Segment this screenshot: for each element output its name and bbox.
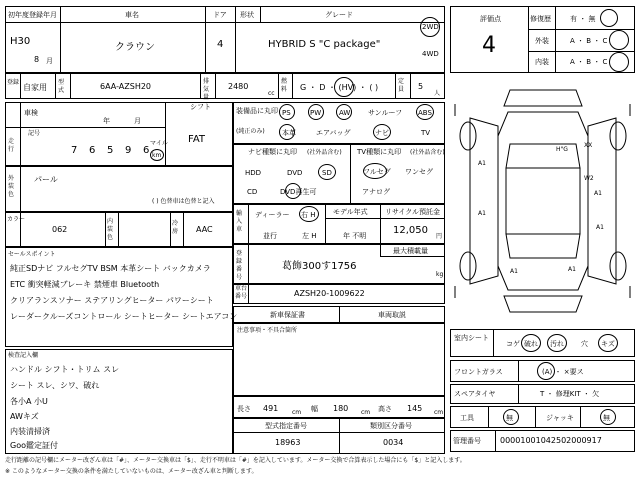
- grade: HYBRID S "C package": [268, 39, 381, 50]
- capacity: 5: [418, 82, 424, 91]
- notes-label: 注意事項・不具合箇所: [237, 327, 298, 334]
- exterior-value: A ・ B ・ C: [570, 37, 608, 45]
- equip-abs: ABS: [418, 109, 432, 117]
- model-label: 型式: [58, 79, 65, 94]
- aircon: AAC: [196, 225, 213, 234]
- car-outline-svg: [450, 76, 635, 326]
- exterior-c-circle: [609, 30, 629, 50]
- wheel-fl: [460, 122, 476, 150]
- digits-label: 記号: [28, 130, 41, 137]
- diagram-mark-6: A1: [594, 190, 602, 197]
- inspector-line-2: シート スレ、シワ、破れ: [10, 381, 100, 390]
- mileage-unit-mile: マイル: [150, 140, 168, 147]
- diagram-mark-3: A1: [510, 268, 518, 275]
- width-label: 幅: [311, 405, 318, 413]
- diagram-mark-9: H"G: [556, 146, 568, 153]
- import-parallel: 並行: [263, 232, 277, 240]
- equip-leather: 本革: [282, 129, 296, 137]
- diagram-mark-2: A1: [478, 210, 486, 217]
- score: 4: [482, 33, 496, 58]
- inspector-line-1: ハンドル シフト・トリム スレ: [10, 365, 120, 374]
- color-note: ( ) 色替車は色替と記入: [152, 198, 215, 205]
- equip-navi: ナビ: [375, 129, 389, 137]
- mgmt-no: 00001001042502000917: [500, 436, 602, 445]
- width-unit: cm: [361, 409, 371, 416]
- exterior-label: 外装: [535, 37, 549, 45]
- capacity-unit: 人: [434, 90, 441, 97]
- interior-label: 内装: [535, 58, 549, 66]
- inspector-label: 検査記入欄: [8, 352, 39, 359]
- model-year-label: モデル年式: [333, 208, 368, 216]
- repair-label: 修復歴: [530, 15, 551, 23]
- height: 145: [407, 404, 423, 413]
- door-label: ドア: [213, 11, 227, 19]
- grade-label: グレード: [325, 11, 353, 19]
- wheel-fr: [610, 122, 626, 150]
- front-bumper: [504, 90, 582, 106]
- color-value: パール: [34, 175, 58, 184]
- car-body: [498, 112, 588, 290]
- left-side: [470, 118, 498, 284]
- type-cert: 18963: [275, 438, 301, 447]
- fuel-label: 燃料: [281, 78, 288, 93]
- shape-label: 形状: [240, 11, 254, 19]
- repair-value: 有 ・ 無: [570, 15, 596, 23]
- model: 6AA-AZSH20: [100, 82, 152, 91]
- tools-value: 無: [506, 414, 513, 422]
- interior-c-circle: [609, 52, 629, 72]
- navi-subtitle: (社外品含む): [307, 149, 342, 156]
- fuel-options: G ・ D ・ (HV) ・ ( ): [300, 83, 379, 92]
- chassis-label: 車台番号: [235, 285, 248, 300]
- car-name-label: 車名: [125, 11, 139, 19]
- color-code-label: カラー: [7, 216, 26, 223]
- recycle-value: 12,050: [393, 225, 428, 236]
- load-unit: kg: [436, 271, 444, 278]
- tools-label: 工具: [460, 414, 474, 422]
- seat-tear: 破れ: [524, 340, 538, 348]
- inspection-year: 年: [103, 117, 110, 125]
- equip-aw: AW: [339, 109, 351, 117]
- tv-analog: アナログ: [362, 188, 390, 196]
- travel-label: 走行: [8, 138, 15, 153]
- diagram-mark-7: W2: [584, 175, 594, 182]
- aircon-label: 冷房: [172, 220, 179, 235]
- warranty-new-car: 新車保証書: [270, 311, 305, 319]
- inspector-line-6: Goo鑑定証付: [10, 441, 58, 450]
- seat-dirt: 汚れ: [550, 340, 564, 348]
- inspection-label: 車検: [24, 109, 38, 117]
- equipment-title: 装備品に丸印: [236, 107, 278, 115]
- jack-value: 無: [603, 414, 610, 422]
- front-glass-value: (A) ・ ×要ス: [542, 368, 584, 376]
- mileage-digit-4: 9: [125, 145, 132, 156]
- navi-title: ナビ種類に丸印: [248, 148, 297, 156]
- wheel-rl: [460, 252, 476, 280]
- inspector-line-5: 内装清掃済: [10, 427, 50, 436]
- length-unit: cm: [292, 409, 302, 416]
- navi-dvdplay: DVD再生可: [280, 188, 317, 196]
- cc-unit: cc: [268, 90, 275, 97]
- doors: 4: [217, 39, 224, 50]
- reg-no-label: 登録番号: [236, 250, 243, 281]
- inspector-line-4: AWキズ: [10, 412, 39, 421]
- type-cert-label: 型式指定番号: [265, 422, 307, 430]
- capacity-label: 定員: [398, 78, 405, 93]
- navi-sd: SD: [322, 169, 332, 177]
- first-reg-month: 8: [34, 55, 40, 64]
- width: 180: [333, 404, 349, 413]
- equip-sunroof: サンルーフ: [368, 109, 403, 117]
- footer-line-1: 走行距離の記号欄にメーター改ざん車は「#」、メーター交換車は「$」、走行不明車は「#」を記入しています。メーター交換で合算表示した場合にも「$」と記入します。: [5, 457, 466, 464]
- first-reg-era: H30: [10, 36, 31, 47]
- seat-label: 室内シート: [454, 334, 489, 342]
- sales-points-label: セールスポイント: [8, 251, 56, 258]
- spare-value: T ・ 修理KIT ・ 欠: [540, 390, 600, 398]
- usage: 自家用: [23, 83, 47, 92]
- equip-tv: TV: [421, 129, 431, 137]
- length: 491: [263, 404, 279, 413]
- equip-airbag: エアバッグ: [316, 129, 351, 137]
- shift-label: シフト: [190, 103, 211, 111]
- mileage-digit-5: 6: [143, 145, 150, 156]
- row2-box: [5, 73, 445, 99]
- import-dealer: ディーラー: [255, 211, 290, 219]
- mileage-digit-2: 6: [89, 145, 96, 156]
- mileage-unit-km: km: [152, 152, 162, 159]
- navi-cd: CD: [247, 188, 258, 196]
- chassis-no: AZSH20-1009622: [294, 289, 365, 298]
- tv-oneseg: ワンセグ: [405, 168, 433, 176]
- diagram-mark-4: A1: [568, 266, 576, 273]
- usage-label: 登録: [7, 79, 20, 86]
- seat-hole: 穴: [581, 340, 588, 348]
- shift-value: FAT: [188, 134, 206, 145]
- seat-scratch: キズ: [601, 340, 615, 348]
- warranty-manual: 車両取説: [378, 311, 406, 319]
- rear-bumper: [504, 296, 582, 312]
- car-diagram: [450, 76, 635, 326]
- score-label: 評価点: [480, 15, 501, 23]
- reg-no: 葛飾300す1756: [282, 261, 357, 272]
- first-reg-month-unit: 月: [46, 57, 53, 65]
- seat-burn: コゲ: [506, 340, 520, 348]
- model-year-value: 年 不明: [343, 232, 367, 240]
- equip-ps: PS: [282, 109, 291, 117]
- displacement: 2480: [228, 82, 249, 91]
- diagram-mark-8: XX: [584, 142, 593, 149]
- corner-brackets: [455, 104, 630, 298]
- import-label: 輸入車: [236, 210, 243, 233]
- inspection-month: 月: [134, 117, 141, 125]
- import-right-h: 右 H: [301, 211, 316, 219]
- navi-hdd: HDD: [245, 169, 262, 177]
- sales-point-line-3: クリアランスソナー ステアリングヒーター パワーシート: [10, 296, 214, 305]
- height-label: 高さ: [378, 405, 392, 413]
- tv-title: TV種類に丸印: [357, 148, 402, 156]
- repair-none-circle: [600, 9, 618, 27]
- mileage-digit-1: 7: [71, 145, 78, 156]
- load-label: 最大積載量: [393, 247, 428, 255]
- diagram-mark-5: A1: [596, 224, 604, 231]
- recycle-unit: 円: [436, 233, 443, 240]
- footer-line-3: ※ このようなメーター交換の条件を満たしていないものは、メーター改ざん車と判断します。: [5, 468, 258, 475]
- sales-point-line-2: ETC 衝突軽減ブレーキ 禁煙車 Bluetooth: [10, 280, 160, 289]
- front-windshield: [506, 144, 580, 168]
- import-left-h: 左 H: [302, 232, 317, 240]
- length-label: 長さ: [237, 405, 251, 413]
- mgmt-label: 管理番号: [453, 437, 481, 445]
- height-unit: cm: [434, 409, 444, 416]
- sales-point-line-1: 純正SDナビ フルセグTV BSM 本革シート バックカメラ: [10, 264, 211, 273]
- recycle-label: リサイクル預託金: [385, 208, 441, 216]
- color-code: 062: [52, 225, 68, 234]
- tv-fullseg: フルセグ: [363, 168, 391, 176]
- inspector-line-3: 各小A 小U: [10, 397, 48, 406]
- rear-windshield: [506, 234, 580, 258]
- category-label: 類別区分番号: [370, 422, 412, 430]
- diagram-mark-1: A1: [478, 160, 486, 167]
- category: 0034: [383, 438, 404, 447]
- displacement-label: 排気量: [203, 78, 210, 101]
- wheel-rr: [610, 252, 626, 280]
- equip-pw: PW: [310, 109, 322, 117]
- color-label: 外装色: [8, 175, 15, 198]
- sales-point-line-4: レーダークルーズコントロール シートヒーター シートエアコン: [10, 312, 238, 321]
- mileage-digit-3: 5: [107, 145, 114, 156]
- car-name: クラウン: [115, 42, 155, 53]
- jack-label: ジャッキ: [546, 414, 574, 422]
- drive-2wd: 2WD: [422, 23, 439, 31]
- interior-color-label: 内装色: [107, 218, 114, 241]
- first-reg-label: 初年度登録年月: [8, 11, 57, 19]
- drive-4wd: 4WD: [422, 50, 439, 58]
- tv-subtitle: (社外品含む): [410, 149, 445, 156]
- spare-label: スペアタイヤ: [454, 390, 496, 398]
- equipment-subtitle: (純正のみ): [236, 128, 265, 135]
- front-glass-label: フロントガラス: [454, 368, 503, 376]
- interior-value: A ・ B ・ C: [570, 58, 608, 66]
- navi-dvd: DVD: [287, 169, 303, 177]
